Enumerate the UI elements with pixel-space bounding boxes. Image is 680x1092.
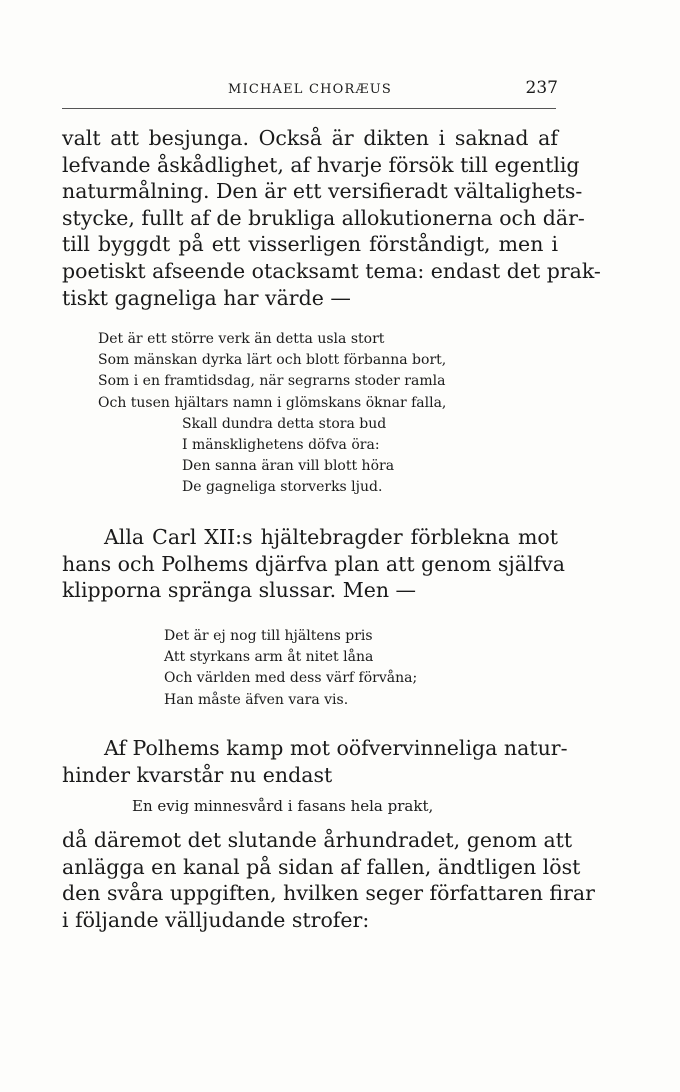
header-rule — [62, 108, 556, 109]
text-line: den svåra uppgiften, hvilken seger författaren firar — [62, 881, 595, 906]
verse-line: Skall dundra detta stora bud — [182, 415, 387, 432]
verse-line: De gagneliga storverks ljud. — [182, 479, 383, 496]
paragraph-4 — [62, 827, 595, 933]
text-line: anlägga en kanal på sidan af fallen, ändtligen löst — [62, 854, 581, 879]
text-line: Alla Carl XII:s hjältebragder förblekna mot — [104, 525, 558, 549]
verse-line: Han måste äfven vara vis. — [164, 691, 349, 708]
text-line: hans och Polhems djärfva plan att genom själfva — [62, 551, 565, 576]
text-line: då däremot det slutande århundradet, genom att — [62, 828, 573, 852]
running-head: MICHAEL CHORÆUS — [228, 82, 392, 97]
text-line: tiskt gagneliga har värde — — [62, 285, 351, 310]
verse-line: Och tusen hjältars namn i glömskans öknar falla, — [98, 394, 447, 411]
verse-quote-1 — [98, 329, 446, 499]
text-line: lefvande åskådlighet, af hvarje försök till egentlig — [62, 152, 580, 177]
verse-line: Den sanna äran vill blott höra — [182, 458, 395, 475]
text-line: naturmålning. Den är ett versifieradt vältalighets- — [62, 179, 583, 204]
text-line: i följande välljudande strofer: — [62, 907, 370, 932]
verse-line: Det är ett större verk än detta usla stort — [98, 331, 385, 347]
verse-line: Och världen med dess värf förvåna; — [164, 670, 418, 687]
text-line: hinder kvarstår nu endast — [62, 762, 333, 787]
paragraph-2 — [62, 524, 565, 604]
page-number: 237 — [525, 78, 558, 98]
paragraph-3 — [62, 735, 568, 788]
text-line: till byggdt på ett visserligen förståndigt, men i — [62, 232, 558, 257]
verse-line: Som i en framtidsdag, när segrarns stoder ramla — [98, 373, 446, 390]
text-line: valt att besjunga. Också är dikten i saknad af — [62, 126, 558, 150]
text-line: klipporna spränga slussar. Men — — [62, 578, 417, 603]
verse-quote-2 — [164, 626, 417, 711]
verse-line: Att styrkans arm åt nitet låna — [164, 649, 374, 666]
text-line: Af Polhems kamp mot oöfvervinneliga natur- — [104, 736, 568, 760]
verse-line: Det är ej nog till hjältens pris — [164, 628, 373, 644]
quoted-verse-line: En evig minnesvård i fasans hela prakt, — [132, 797, 434, 815]
paragraph-1 — [62, 125, 601, 311]
text-line: stycke, fullt af de brukliga allokutionerna och där- — [62, 205, 585, 230]
page-header — [62, 78, 558, 102]
verse-line: Som mänskan dyrka lärt och blott förbanna bort, — [98, 352, 447, 369]
text-line: poetiskt afseende otacksamt tema: endast det prak- — [62, 258, 601, 283]
verse-line: I mänsklighetens döfva öra: — [182, 437, 380, 454]
